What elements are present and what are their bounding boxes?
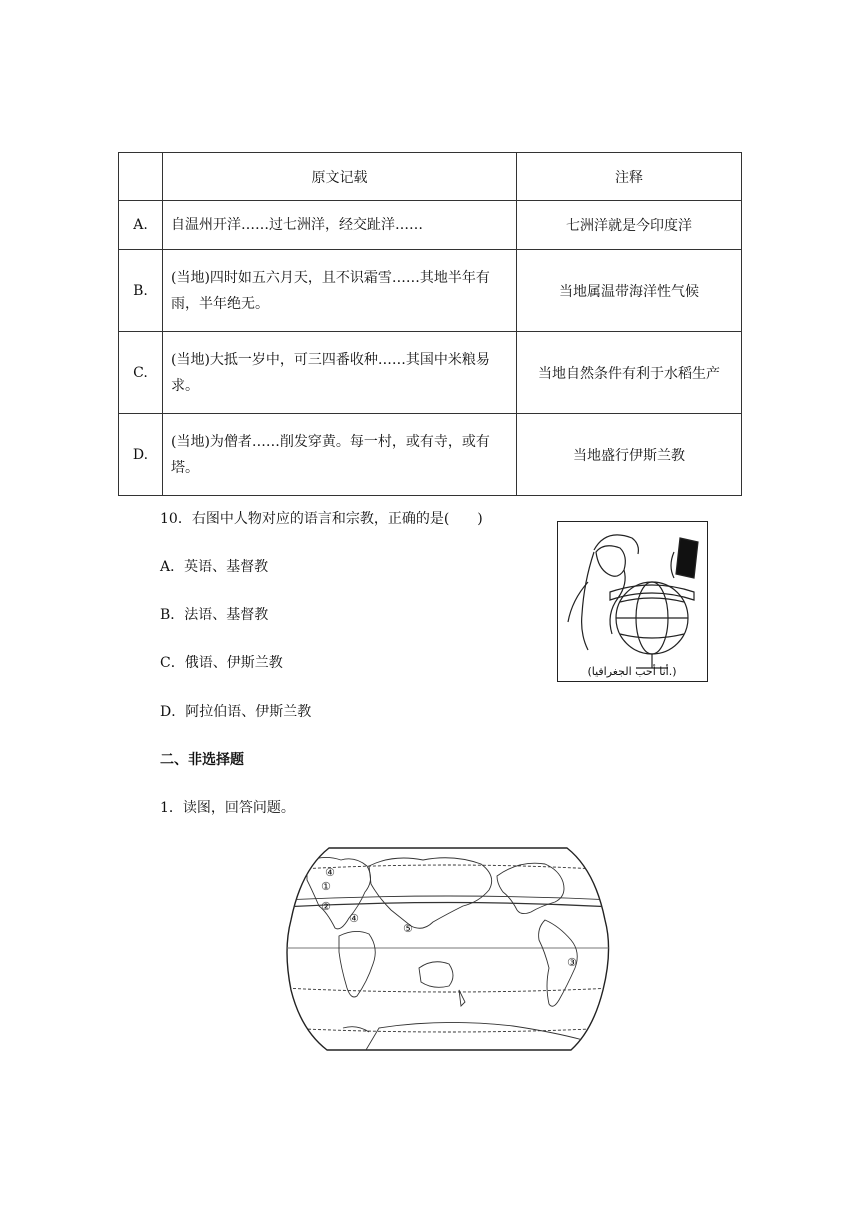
question-10-stem: 10．右图中人物对应的语言和宗教，正确的是( ) <box>160 511 483 527</box>
question-9-table <box>118 152 742 496</box>
note-text: 当地自然条件有利于水稻生产 <box>517 332 742 414</box>
map-marker-3: ③ <box>567 956 577 969</box>
table-row-b <box>119 250 742 332</box>
map-marker-4-upper: ④ <box>325 866 335 879</box>
world-map <box>283 840 613 1055</box>
table-row-d <box>119 414 742 496</box>
q10-option-c: C．俄语、伊斯兰教 <box>160 655 283 671</box>
option-label: D. <box>119 414 163 496</box>
header-original: 原文记载 <box>163 153 517 201</box>
header-note: 注释 <box>517 153 742 201</box>
table-row-c <box>119 332 742 414</box>
note-text: 七洲洋就是今印度洋 <box>517 201 742 250</box>
map-marker-4: ④ <box>349 912 359 925</box>
q10-option-b: B．法语、基督教 <box>160 607 269 623</box>
arabic-caption: (أنا أحب الجغرافيا.) <box>587 665 677 678</box>
map-marker-1: ① <box>321 880 331 893</box>
original-text: (当地)为僧者……削发穿黄。每一村，或有寺，或有塔。 <box>163 414 517 496</box>
q10-option-d: D．阿拉伯语、伊斯兰教 <box>160 704 312 720</box>
figure-person-with-globe <box>557 521 708 682</box>
original-text: (当地)四时如五六月天，且不识霜雪……其地半年有雨，半年绝无。 <box>163 250 517 332</box>
table-row-a <box>119 201 742 250</box>
world-map-drawing <box>283 840 613 1055</box>
original-text: 自温州开洋……过七洲洋，经交趾洋…… <box>163 201 517 250</box>
map-marker-5: ⑤ <box>403 922 413 935</box>
original-text: (当地)大抵一岁中，可三四番收种……其国中米粮易求。 <box>163 332 517 414</box>
person-globe-illustration <box>558 522 707 681</box>
q10-option-a: A．英语、基督教 <box>160 559 269 575</box>
section-2-question-1: 1．读图，回答问题。 <box>160 800 295 816</box>
option-label: C. <box>119 332 163 414</box>
map-marker-2: ② <box>321 900 331 913</box>
note-text: 当地属温带海洋性气候 <box>517 250 742 332</box>
header-option <box>119 153 163 201</box>
option-label: A. <box>119 201 163 250</box>
note-text: 当地盛行伊斯兰教 <box>517 414 742 496</box>
section-2-heading: 二、非选择题 <box>160 752 244 768</box>
table-header-row <box>119 153 742 201</box>
option-label: B. <box>119 250 163 332</box>
